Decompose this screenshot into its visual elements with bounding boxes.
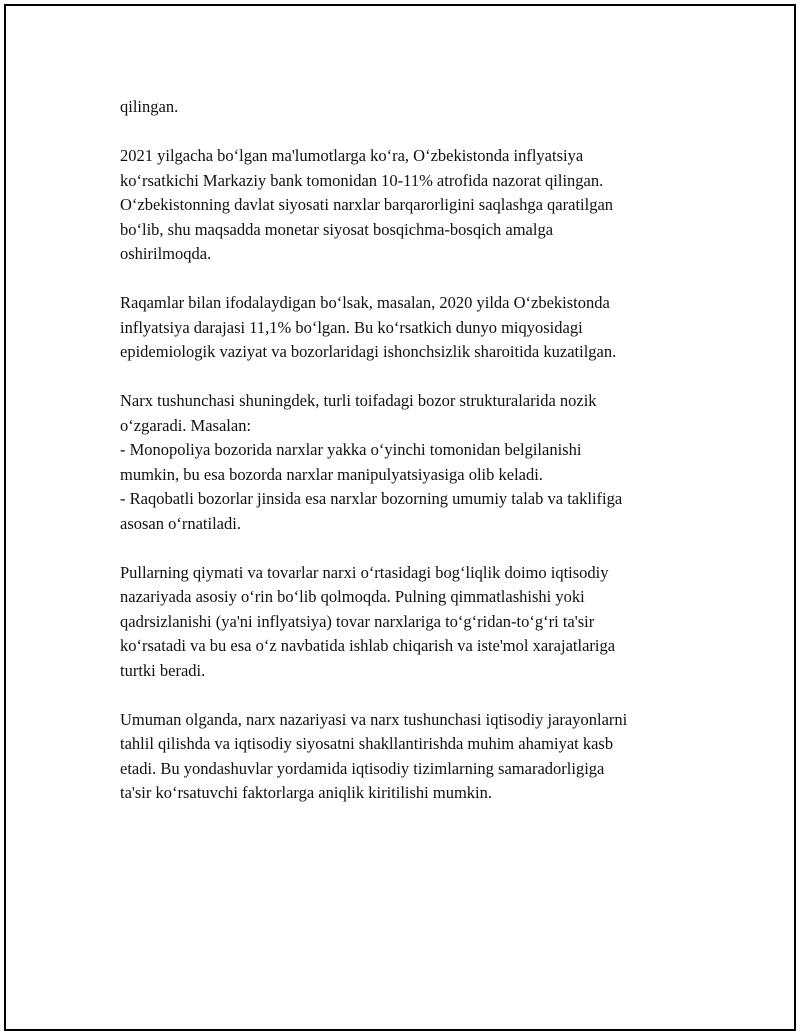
text-line: Umuman olganda, narx nazariyasi va narx tushunchasi iqtisodiy jarayonlarni [120, 709, 628, 729]
text-line: oshirilmoqda. [120, 244, 212, 263]
text-line: ko‘rsatadi va bu esa o‘z navbatida ishlab chiqarish va iste'mol xarajatlariga [120, 636, 616, 655]
paragraph-2 [120, 144, 700, 267]
document-body [120, 95, 700, 830]
text-line: tahlil qilishda va iqtisodiy siyosatni shakllantirishda muhim ahamiyat kasb [120, 734, 614, 753]
text-line: qadrsizlanishi (ya'ni inflyatsiya) tovar narxlariga to‘g‘ridan-to‘g‘ri ta'sir [120, 611, 595, 631]
text-line: turtki beradi. [120, 660, 206, 680]
text-line: nazariyada asosiy o‘rin bo‘lib qolmoqda. Pulning qimmatlashishi yoki [120, 587, 585, 606]
paragraph-3 [120, 291, 700, 365]
text-line: O‘zbekistonning davlat siyosati narxlar barqarorligini saqlashga qaratilgan [120, 195, 614, 214]
text-line: inflyatsiya darajasi 11,1% bo‘lgan. Bu ko‘rsatkich dunyo miqyosidagi [120, 317, 583, 337]
text-line: 2021 yilgacha bo‘lgan ma'lumotlarga ko‘ra, O‘zbekistonda inflyatsiya [120, 146, 584, 165]
list-item-line: - Raqobatli bozorlar jinsida esa narxlar bozorning umumiy talab va taklifiga [120, 489, 623, 508]
list-item-line: - Monopoliya bozorida narxlar yakka o‘yinchi tomonidan belgilanishi [120, 440, 582, 459]
paragraph-1 [120, 95, 700, 120]
paragraph-4 [120, 389, 700, 536]
list-item-line: mumkin, bu esa bozorda narxlar manipulyatsiyasiga olib keladi. [120, 464, 543, 484]
text-line: ta'sir ko‘rsatuvchi faktorlarga aniqlik kiritilishi mumkin. [120, 783, 493, 802]
text-line: etadi. Bu yondashuvlar yordamida iqtisodiy tizimlarning samaradorligiga [120, 758, 605, 778]
paragraph-6 [120, 708, 700, 806]
text-line: ko‘rsatkichi Markaziy bank tomonidan 10-11% atrofida nazorat qilingan. [120, 170, 604, 190]
text-line: qilingan. [120, 97, 179, 116]
list-item-line: asosan o‘rnatiladi. [120, 513, 241, 533]
page-frame [4, 4, 796, 1031]
text-line: Pullarning qiymati va tovarlar narxi o‘rtasidagi bog‘liqlik doimo iqtisodiy [120, 562, 609, 582]
text-line: Raqamlar bilan ifodalaydigan bo‘lsak, masalan, 2020 yilda O‘zbekistonda [120, 293, 610, 312]
text-line: o‘zgaradi. Masalan: [120, 415, 252, 435]
paragraph-5 [120, 561, 700, 684]
text-line: epidemiologik vaziyat va bozorlaridagi ishonchsizlik sharoitida kuzatilgan. [120, 342, 617, 361]
text-line: bo‘lib, shu maqsadda monetar siyosat bosqichma-bosqich amalga [120, 219, 554, 239]
text-line: Narx tushunchasi shuningdek, turli toifadagi bozor strukturalarida nozik [120, 391, 597, 410]
